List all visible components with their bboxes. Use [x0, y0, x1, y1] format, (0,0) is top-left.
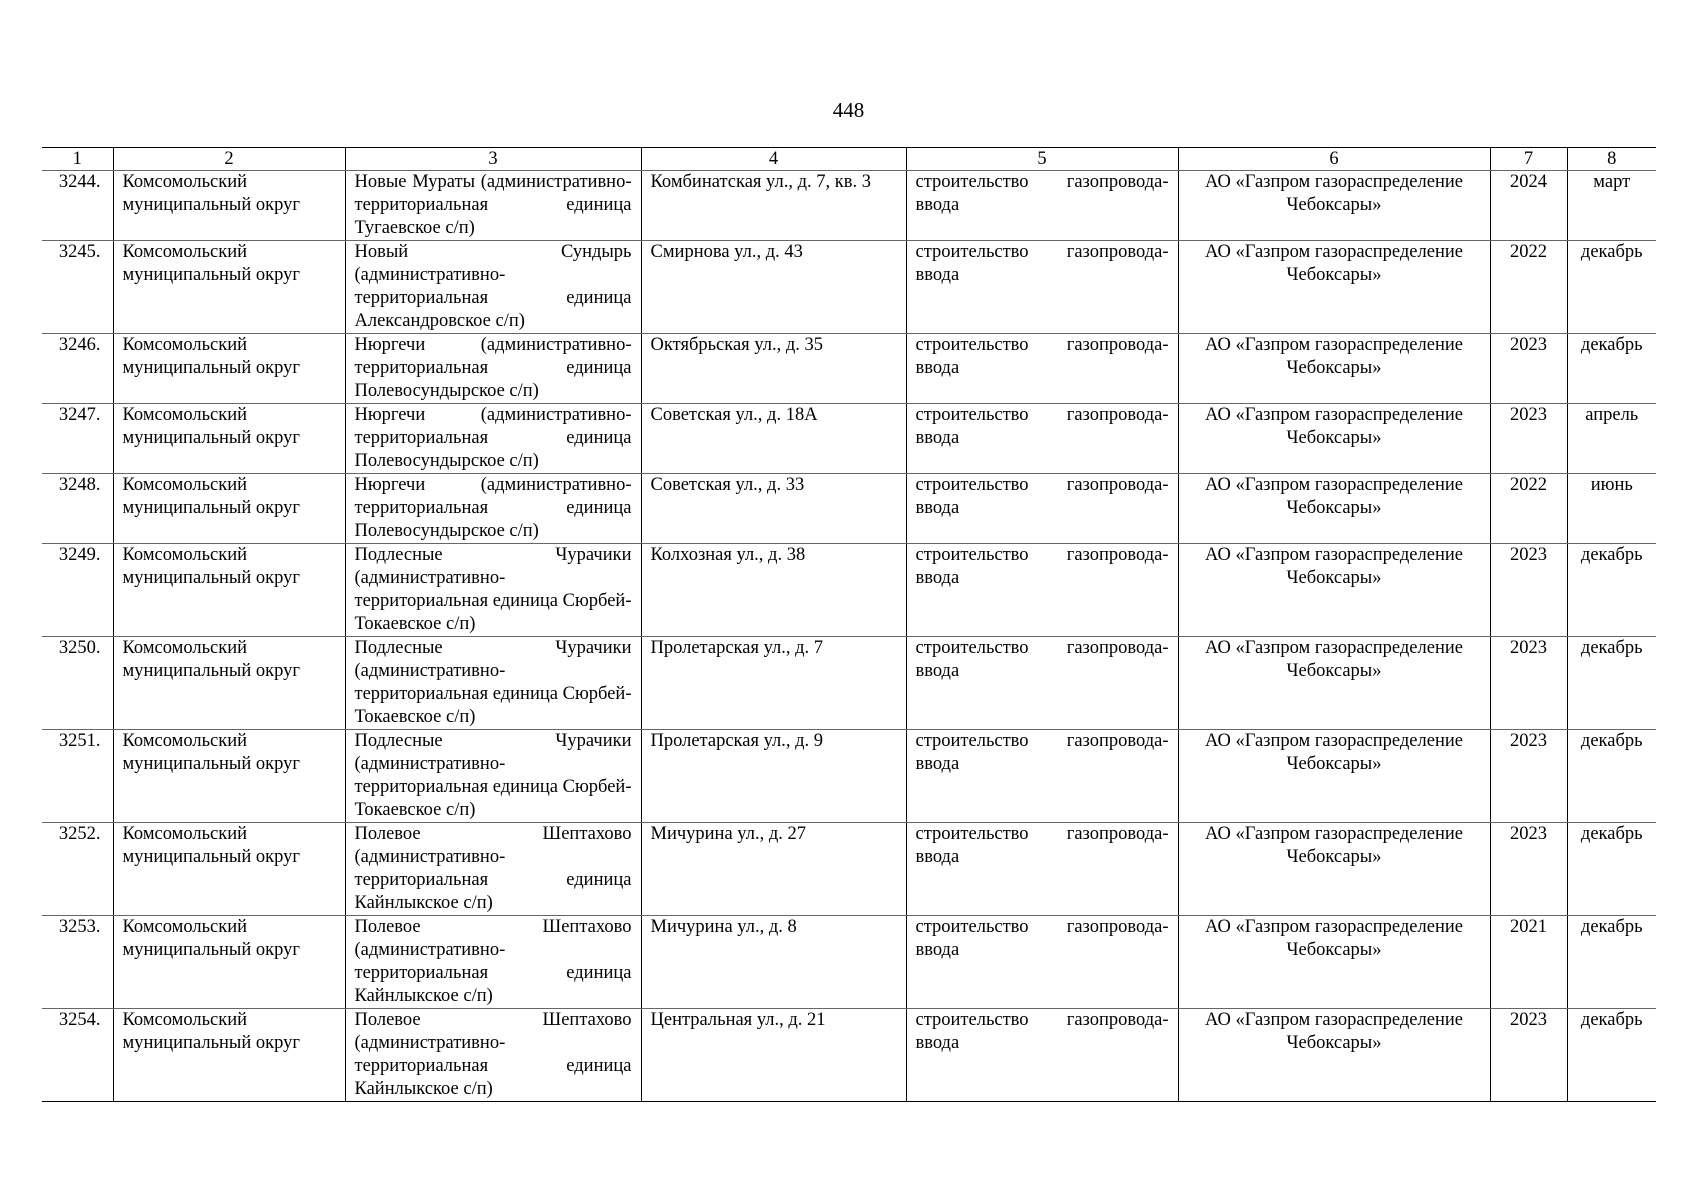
month-cell: март [1567, 171, 1656, 241]
column-number: 7 [1490, 148, 1567, 171]
year-cell: 2022 [1490, 474, 1567, 544]
work-cell: строительство газопровода-ввода [906, 404, 1178, 474]
settlement-cell: Нюргечи (административно-территориальная единица Полевосундырское с/п) [345, 474, 641, 544]
settlement-cell: Полевое Шептахово (административно-территориальная единица Кайнлыкское с/п) [345, 916, 641, 1009]
month-cell: декабрь [1567, 637, 1656, 730]
district-cell: Комсомольский муниципальный округ [113, 241, 345, 334]
row-number: 3250. [42, 637, 113, 730]
table-row [42, 334, 1656, 404]
table-row [42, 730, 1656, 823]
settlement-cell: Подлесные Чурачики (административно-территориальная единица Сюрбей-Токаевское с/п) [345, 637, 641, 730]
row-number: 3249. [42, 544, 113, 637]
year-cell: 2021 [1490, 916, 1567, 1009]
page-number: 448 [832, 98, 865, 122]
settlement-cell: Нюргечи (административно-территориальная единица Полевосундырское с/п) [345, 404, 641, 474]
organization-cell: АО «Газпром газораспределение Чебоксары» [1178, 916, 1490, 1009]
work-cell: строительство газопровода-ввода [906, 241, 1178, 334]
settlement-cell: Новый Сундырь (административно-территориальная единица Александровское с/п) [345, 241, 641, 334]
work-cell: строительство газопровода-ввода [906, 544, 1178, 637]
organization-cell: АО «Газпром газораспределение Чебоксары» [1178, 823, 1490, 916]
organization-cell: АО «Газпром газораспределение Чебоксары» [1178, 637, 1490, 730]
address-cell: Советская ул., д. 33 [641, 474, 906, 544]
organization-cell: АО «Газпром газораспределение Чебоксары» [1178, 404, 1490, 474]
table-row [42, 474, 1656, 544]
work-cell: строительство газопровода-ввода [906, 823, 1178, 916]
row-number: 3247. [42, 404, 113, 474]
month-cell: декабрь [1567, 334, 1656, 404]
column-number: 3 [345, 148, 641, 171]
address-cell: Комбинатская ул., д. 7, кв. 3 [641, 171, 906, 241]
year-cell: 2023 [1490, 404, 1567, 474]
year-cell: 2023 [1490, 730, 1567, 823]
work-cell: строительство газопровода-ввода [906, 637, 1178, 730]
organization-cell: АО «Газпром газораспределение Чебоксары» [1178, 1009, 1490, 1102]
month-cell: декабрь [1567, 544, 1656, 637]
month-cell: декабрь [1567, 1009, 1656, 1102]
column-number: 2 [113, 148, 345, 171]
district-cell: Комсомольский муниципальный округ [113, 171, 345, 241]
district-cell: Комсомольский муниципальный округ [113, 334, 345, 404]
address-cell: Мичурина ул., д. 8 [641, 916, 906, 1009]
year-cell: 2023 [1490, 1009, 1567, 1102]
district-cell: Комсомольский муниципальный округ [113, 544, 345, 637]
district-cell: Комсомольский муниципальный округ [113, 637, 345, 730]
row-number: 3251. [42, 730, 113, 823]
settlement-cell: Новые Мураты (административно-территориальная единица Тугаевское с/п) [345, 171, 641, 241]
year-cell: 2024 [1490, 171, 1567, 241]
organization-cell: АО «Газпром газораспределение Чебоксары» [1178, 334, 1490, 404]
table-row [42, 544, 1656, 637]
year-cell: 2023 [1490, 637, 1567, 730]
table-row [42, 171, 1656, 241]
year-cell: 2022 [1490, 241, 1567, 334]
month-cell: декабрь [1567, 730, 1656, 823]
organization-cell: АО «Газпром газораспределение Чебоксары» [1178, 171, 1490, 241]
work-cell: строительство газопровода-ввода [906, 1009, 1178, 1102]
district-cell: Комсомольский муниципальный округ [113, 474, 345, 544]
table-row [42, 404, 1656, 474]
district-cell: Комсомольский муниципальный округ [113, 823, 345, 916]
table-row [42, 637, 1656, 730]
settlement-cell: Полевое Шептахово (административно-территориальная единица Кайнлыкское с/п) [345, 823, 641, 916]
table-row [42, 241, 1656, 334]
address-cell: Пролетарская ул., д. 9 [641, 730, 906, 823]
settlement-cell: Подлесные Чурачики (административно-территориальная единица Сюрбей-Токаевское с/п) [345, 730, 641, 823]
row-number: 3246. [42, 334, 113, 404]
address-cell: Октябрьская ул., д. 35 [641, 334, 906, 404]
district-cell: Комсомольский муниципальный округ [113, 1009, 345, 1102]
column-number: 1 [42, 148, 113, 171]
row-number: 3252. [42, 823, 113, 916]
table-row [42, 823, 1656, 916]
organization-cell: АО «Газпром газораспределение Чебоксары» [1178, 474, 1490, 544]
year-cell: 2023 [1490, 823, 1567, 916]
column-number: 6 [1178, 148, 1490, 171]
row-number: 3245. [42, 241, 113, 334]
address-cell: Мичурина ул., д. 27 [641, 823, 906, 916]
column-number: 8 [1567, 148, 1656, 171]
year-cell: 2023 [1490, 544, 1567, 637]
settlement-cell: Нюргечи (административно-территориальная единица Полевосундырское с/п) [345, 334, 641, 404]
column-number-row [42, 148, 1656, 171]
work-cell: строительство газопровода-ввода [906, 474, 1178, 544]
address-cell: Колхозная ул., д. 38 [641, 544, 906, 637]
month-cell: декабрь [1567, 241, 1656, 334]
district-cell: Комсомольский муниципальный округ [113, 916, 345, 1009]
settlement-cell: Полевое Шептахово (административно-территориальная единица Кайнлыкское с/п) [345, 1009, 641, 1102]
district-cell: Комсомольский муниципальный округ [113, 404, 345, 474]
organization-cell: АО «Газпром газораспределение Чебоксары» [1178, 730, 1490, 823]
organization-cell: АО «Газпром газораспределение Чебоксары» [1178, 544, 1490, 637]
month-cell: июнь [1567, 474, 1656, 544]
column-number: 5 [906, 148, 1178, 171]
month-cell: декабрь [1567, 823, 1656, 916]
year-cell: 2023 [1490, 334, 1567, 404]
row-number: 3248. [42, 474, 113, 544]
work-cell: строительство газопровода-ввода [906, 730, 1178, 823]
address-cell: Советская ул., д. 18А [641, 404, 906, 474]
row-number: 3253. [42, 916, 113, 1009]
organization-cell: АО «Газпром газораспределение Чебоксары» [1178, 241, 1490, 334]
row-number: 3244. [42, 171, 113, 241]
address-cell: Центральная ул., д. 21 [641, 1009, 906, 1102]
address-cell: Смирнова ул., д. 43 [641, 241, 906, 334]
district-cell: Комсомольский муниципальный округ [113, 730, 345, 823]
table-row [42, 916, 1656, 1009]
work-cell: строительство газопровода-ввода [906, 916, 1178, 1009]
work-cell: строительство газопровода-ввода [906, 334, 1178, 404]
month-cell: декабрь [1567, 916, 1656, 1009]
row-number: 3254. [42, 1009, 113, 1102]
table-row [42, 1009, 1656, 1102]
address-cell: Пролетарская ул., д. 7 [641, 637, 906, 730]
work-cell: строительство газопровода-ввода [906, 171, 1178, 241]
month-cell: апрель [1567, 404, 1656, 474]
settlement-cell: Подлесные Чурачики (административно-территориальная единица Сюрбей-Токаевское с/п) [345, 544, 641, 637]
gas-connection-table [42, 147, 1656, 1102]
column-number: 4 [641, 148, 906, 171]
